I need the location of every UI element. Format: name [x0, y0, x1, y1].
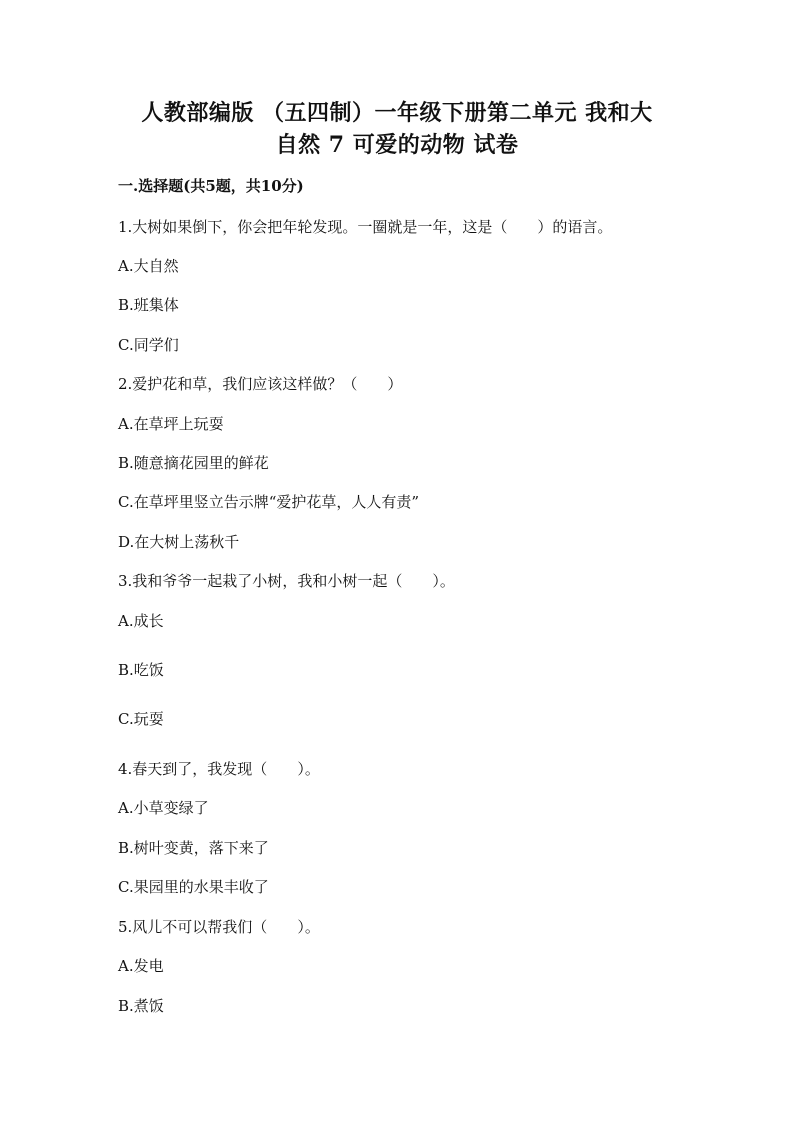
page-title-line-1: 人教部编版 （五四制）一年级下册第二单元 我和大 — [141, 100, 653, 126]
question-1-stem: 1.大树如果倒下，你会把年轮发现。一圈就是一年，这是（ ）的语言。 — [118, 218, 613, 236]
question-3-option-b: B.吃饭 — [118, 661, 164, 679]
question-2-option-d: D.在大树上荡秋千 — [118, 533, 240, 551]
question-2-option-a: A.在草坪上玩耍 — [118, 415, 224, 433]
question-1-option-b: B.班集体 — [118, 296, 179, 314]
question-3-option-c: C.玩耍 — [118, 710, 164, 728]
question-3-stem: 3.我和爷爷一起栽了小树，我和小树一起（ ）。 — [118, 572, 455, 590]
question-3-option-a: A.成长 — [118, 612, 164, 630]
question-2-option-b: B.随意摘花园里的鲜花 — [118, 454, 269, 472]
question-5-stem: 5.风儿不可以帮我们（ ）。 — [118, 918, 320, 936]
question-4-option-c: C.果园里的水果丰收了 — [118, 878, 269, 896]
question-4-option-b: B.树叶变黄，落下来了 — [118, 839, 269, 857]
question-5-option-a: A.发电 — [118, 957, 164, 975]
question-4-option-a: A.小草变绿了 — [118, 799, 209, 817]
section-heading: 一.选择题(共5题，共10分) — [118, 177, 304, 195]
question-4-stem: 4.春天到了，我发现（ ）。 — [118, 760, 320, 778]
question-2-option-c: C.在草坪里竖立告示牌“爱护花草，人人有责” — [118, 493, 420, 511]
question-5-option-b: B.煮饭 — [118, 997, 164, 1015]
page-title-line-2: 自然 7 可爱的动物 试卷 — [275, 132, 519, 158]
question-1-option-a: A.大自然 — [118, 257, 179, 275]
question-2-stem: 2.爱护花和草，我们应该这样做？（ ） — [118, 375, 403, 393]
question-1-option-c: C.同学们 — [118, 336, 179, 354]
